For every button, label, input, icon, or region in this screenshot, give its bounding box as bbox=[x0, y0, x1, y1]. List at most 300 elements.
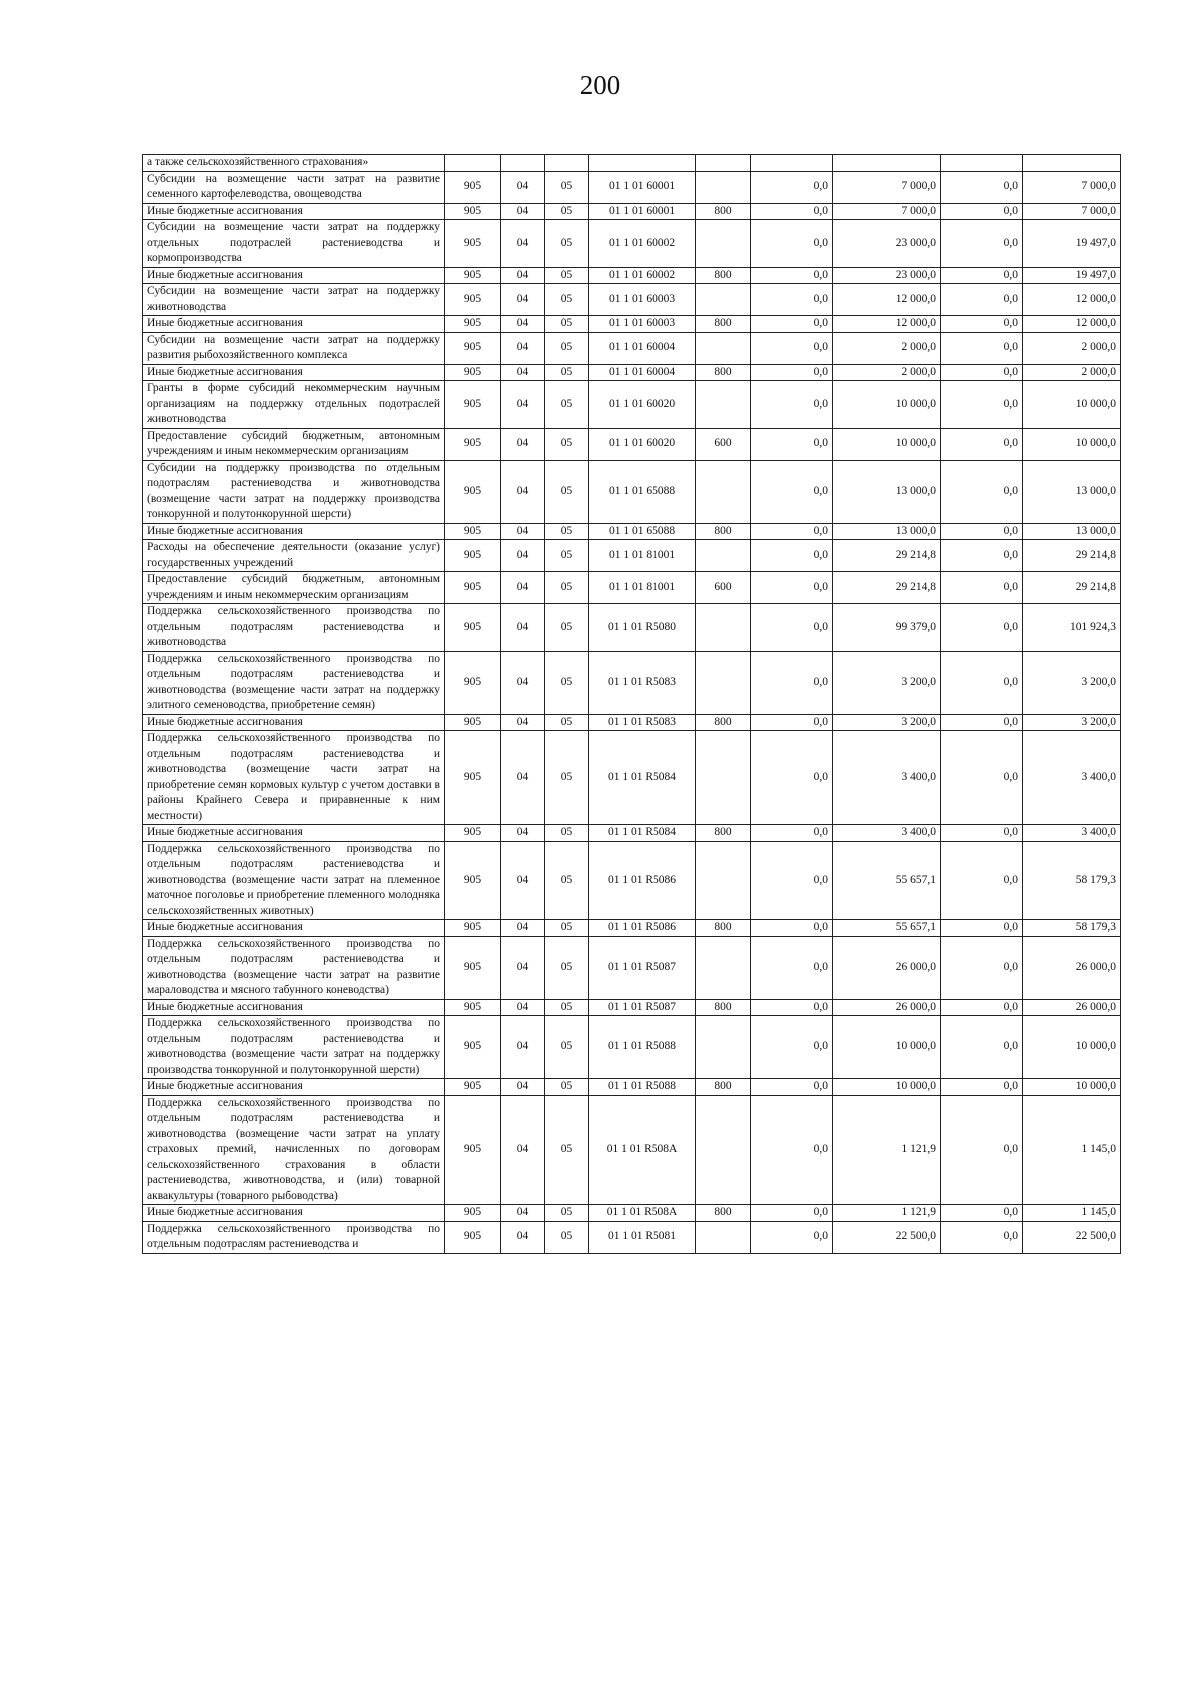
cell-subsection bbox=[545, 155, 589, 172]
cell-ministry: 905 bbox=[445, 920, 501, 937]
row-description: Иные бюджетные ассигнования bbox=[143, 316, 445, 333]
cell-value-1: 0,0 bbox=[751, 203, 833, 220]
row-description: Иные бюджетные ассигнования bbox=[143, 825, 445, 842]
cell-section bbox=[501, 155, 545, 172]
cell-value-4: 29 214,8 bbox=[1023, 540, 1121, 572]
cell-expense-type: 800 bbox=[696, 714, 751, 731]
cell-expense-type bbox=[696, 841, 751, 920]
cell-value-3: 0,0 bbox=[941, 332, 1023, 364]
table-row bbox=[143, 203, 1121, 220]
cell-value-1: 0,0 bbox=[751, 1095, 833, 1205]
cell-subsection: 05 bbox=[545, 203, 589, 220]
cell-ministry: 905 bbox=[445, 999, 501, 1016]
row-description: Поддержка сельскохозяйственного производства по отдельным подотраслям растениеводства и животноводства (возмещение части затрат на уплату страховых премий, начисленных по договорам сельскохозяйственного страхования в области растениеводства, животноводства, и (или) товарной аквакультуры (товарного рыбоводства) bbox=[143, 1095, 445, 1205]
cell-target-article: 01 1 01 R5084 bbox=[589, 731, 696, 825]
table-row bbox=[143, 714, 1121, 731]
cell-value-1: 0,0 bbox=[751, 267, 833, 284]
row-description: Предоставление субсидий бюджетным, автономным учреждениям и иным некоммерческим организациям bbox=[143, 572, 445, 604]
cell-section: 04 bbox=[501, 171, 545, 203]
table-row bbox=[143, 999, 1121, 1016]
cell-value-4: 2 000,0 bbox=[1023, 364, 1121, 381]
cell-value-1: 0,0 bbox=[751, 1205, 833, 1222]
cell-target-article: 01 1 01 60020 bbox=[589, 428, 696, 460]
cell-ministry: 905 bbox=[445, 316, 501, 333]
cell-subsection: 05 bbox=[545, 841, 589, 920]
row-description: Субсидии на возмещение части затрат на поддержку отдельных подотраслей растениеводства и кормопроизводства bbox=[143, 220, 445, 268]
cell-value-3: 0,0 bbox=[941, 428, 1023, 460]
cell-section: 04 bbox=[501, 936, 545, 999]
table-row bbox=[143, 284, 1121, 316]
cell-expense-type bbox=[696, 540, 751, 572]
row-description: Предоставление субсидий бюджетным, автономным учреждениям и иным некоммерческим организациям bbox=[143, 428, 445, 460]
table-row bbox=[143, 220, 1121, 268]
cell-section: 04 bbox=[501, 604, 545, 652]
cell-target-article: 01 1 01 R508A bbox=[589, 1095, 696, 1205]
cell-ministry: 905 bbox=[445, 1095, 501, 1205]
cell-value-3: 0,0 bbox=[941, 1095, 1023, 1205]
table-row bbox=[143, 316, 1121, 333]
cell-value-4: 13 000,0 bbox=[1023, 523, 1121, 540]
cell-target-article: 01 1 01 65088 bbox=[589, 523, 696, 540]
cell-value-3: 0,0 bbox=[941, 381, 1023, 429]
cell-value-1: 0,0 bbox=[751, 332, 833, 364]
row-description: Расходы на обеспечение деятельности (оказание услуг) государственных учреждений bbox=[143, 540, 445, 572]
cell-section: 04 bbox=[501, 203, 545, 220]
cell-value-4 bbox=[1023, 155, 1121, 172]
cell-value-3: 0,0 bbox=[941, 540, 1023, 572]
row-description: Иные бюджетные ассигнования bbox=[143, 203, 445, 220]
cell-expense-type: 600 bbox=[696, 572, 751, 604]
cell-target-article bbox=[589, 155, 696, 172]
cell-target-article: 01 1 01 60001 bbox=[589, 203, 696, 220]
cell-ministry: 905 bbox=[445, 841, 501, 920]
cell-target-article: 01 1 01 65088 bbox=[589, 460, 696, 523]
cell-section: 04 bbox=[501, 316, 545, 333]
cell-value-4: 58 179,3 bbox=[1023, 920, 1121, 937]
cell-ministry: 905 bbox=[445, 1016, 501, 1079]
cell-value-2: 10 000,0 bbox=[833, 1079, 941, 1096]
cell-subsection: 05 bbox=[545, 1205, 589, 1222]
row-description: Субсидии на возмещение части затрат на развитие семенного картофелеводства, овощеводства bbox=[143, 171, 445, 203]
cell-value-1: 0,0 bbox=[751, 1016, 833, 1079]
row-description: Поддержка сельскохозяйственного производства по отдельным подотраслям растениеводства и животноводства (возмещение части затрат на приобретение семян кормовых культур с учетом доставки в районы Крайнего Севера и приравненные к ним местности) bbox=[143, 731, 445, 825]
cell-value-2: 26 000,0 bbox=[833, 999, 941, 1016]
row-description: Иные бюджетные ассигнования bbox=[143, 1079, 445, 1096]
table-row bbox=[143, 332, 1121, 364]
cell-value-1: 0,0 bbox=[751, 284, 833, 316]
cell-target-article: 01 1 01 R5084 bbox=[589, 825, 696, 842]
cell-target-article: 01 1 01 60004 bbox=[589, 364, 696, 381]
budget-sheet bbox=[142, 154, 1121, 1254]
row-description: Субсидии на поддержку производства по отдельным подотраслям растениеводства и животноводства (возмещение части затрат на поддержку производства тонкорунной и полутонкорунной шерсти) bbox=[143, 460, 445, 523]
cell-value-4: 29 214,8 bbox=[1023, 572, 1121, 604]
cell-value-1 bbox=[751, 155, 833, 172]
cell-value-3: 0,0 bbox=[941, 171, 1023, 203]
cell-value-1: 0,0 bbox=[751, 364, 833, 381]
cell-expense-type bbox=[696, 936, 751, 999]
row-description: Иные бюджетные ассигнования bbox=[143, 523, 445, 540]
cell-target-article: 01 1 01 R5086 bbox=[589, 920, 696, 937]
cell-section: 04 bbox=[501, 220, 545, 268]
budget-table bbox=[142, 154, 1121, 1254]
cell-subsection: 05 bbox=[545, 920, 589, 937]
cell-subsection: 05 bbox=[545, 428, 589, 460]
cell-value-3: 0,0 bbox=[941, 267, 1023, 284]
cell-value-1: 0,0 bbox=[751, 651, 833, 714]
cell-ministry: 905 bbox=[445, 1205, 501, 1222]
cell-section: 04 bbox=[501, 332, 545, 364]
cell-value-1: 0,0 bbox=[751, 731, 833, 825]
cell-subsection: 05 bbox=[545, 825, 589, 842]
cell-value-2: 2 000,0 bbox=[833, 332, 941, 364]
cell-subsection: 05 bbox=[545, 714, 589, 731]
cell-target-article: 01 1 01 R5086 bbox=[589, 841, 696, 920]
cell-value-2: 23 000,0 bbox=[833, 220, 941, 268]
cell-ministry: 905 bbox=[445, 1221, 501, 1253]
cell-value-1: 0,0 bbox=[751, 1079, 833, 1096]
cell-target-article: 01 1 01 60002 bbox=[589, 220, 696, 268]
row-description: Поддержка сельскохозяйственного производства по отдельным подотраслям растениеводства и животноводства (возмещение части затрат на поддержку производства тонкорунной и полутонкорунной шерсти) bbox=[143, 1016, 445, 1079]
table-row bbox=[143, 1095, 1121, 1205]
cell-section: 04 bbox=[501, 841, 545, 920]
cell-value-4: 101 924,3 bbox=[1023, 604, 1121, 652]
cell-subsection: 05 bbox=[545, 1079, 589, 1096]
table-row bbox=[143, 604, 1121, 652]
cell-value-4: 3 400,0 bbox=[1023, 731, 1121, 825]
cell-section: 04 bbox=[501, 364, 545, 381]
cell-ministry: 905 bbox=[445, 332, 501, 364]
cell-value-2: 13 000,0 bbox=[833, 523, 941, 540]
cell-expense-type bbox=[696, 460, 751, 523]
cell-expense-type: 600 bbox=[696, 428, 751, 460]
cell-value-1: 0,0 bbox=[751, 171, 833, 203]
cell-value-3: 0,0 bbox=[941, 1221, 1023, 1253]
cell-value-1: 0,0 bbox=[751, 220, 833, 268]
table-body bbox=[143, 155, 1121, 1254]
row-description: Гранты в форме субсидий некоммерческим научным организациям на поддержку отдельных подотраслей животноводства bbox=[143, 381, 445, 429]
table-row bbox=[143, 651, 1121, 714]
cell-subsection: 05 bbox=[545, 332, 589, 364]
cell-value-3: 0,0 bbox=[941, 651, 1023, 714]
cell-ministry: 905 bbox=[445, 428, 501, 460]
cell-section: 04 bbox=[501, 540, 545, 572]
cell-value-4: 10 000,0 bbox=[1023, 428, 1121, 460]
cell-section: 04 bbox=[501, 460, 545, 523]
cell-value-1: 0,0 bbox=[751, 1221, 833, 1253]
table-row bbox=[143, 460, 1121, 523]
cell-expense-type: 800 bbox=[696, 920, 751, 937]
cell-target-article: 01 1 01 81001 bbox=[589, 540, 696, 572]
cell-value-1: 0,0 bbox=[751, 604, 833, 652]
cell-section: 04 bbox=[501, 428, 545, 460]
cell-value-4: 19 497,0 bbox=[1023, 267, 1121, 284]
cell-value-2: 55 657,1 bbox=[833, 841, 941, 920]
table-row bbox=[143, 825, 1121, 842]
cell-section: 04 bbox=[501, 651, 545, 714]
cell-subsection: 05 bbox=[545, 936, 589, 999]
cell-subsection: 05 bbox=[545, 220, 589, 268]
cell-value-3: 0,0 bbox=[941, 999, 1023, 1016]
cell-ministry: 905 bbox=[445, 936, 501, 999]
cell-value-4: 3 200,0 bbox=[1023, 651, 1121, 714]
cell-subsection: 05 bbox=[545, 572, 589, 604]
cell-section: 04 bbox=[501, 1016, 545, 1079]
cell-section: 04 bbox=[501, 1095, 545, 1205]
cell-ministry: 905 bbox=[445, 1079, 501, 1096]
cell-value-4: 26 000,0 bbox=[1023, 999, 1121, 1016]
cell-ministry: 905 bbox=[445, 604, 501, 652]
cell-value-2: 12 000,0 bbox=[833, 316, 941, 333]
cell-value-4: 7 000,0 bbox=[1023, 171, 1121, 203]
cell-value-4: 3 200,0 bbox=[1023, 714, 1121, 731]
cell-subsection: 05 bbox=[545, 316, 589, 333]
cell-ministry: 905 bbox=[445, 220, 501, 268]
cell-subsection: 05 bbox=[545, 731, 589, 825]
row-description: Иные бюджетные ассигнования bbox=[143, 999, 445, 1016]
cell-value-4: 19 497,0 bbox=[1023, 220, 1121, 268]
cell-value-2: 29 214,8 bbox=[833, 572, 941, 604]
cell-section: 04 bbox=[501, 523, 545, 540]
table-row bbox=[143, 841, 1121, 920]
cell-ministry: 905 bbox=[445, 825, 501, 842]
cell-subsection: 05 bbox=[545, 540, 589, 572]
cell-expense-type: 800 bbox=[696, 267, 751, 284]
cell-value-2: 22 500,0 bbox=[833, 1221, 941, 1253]
row-description: Субсидии на возмещение части затрат на поддержку развития рыбохозяйственного комплекса bbox=[143, 332, 445, 364]
cell-value-2: 12 000,0 bbox=[833, 284, 941, 316]
cell-value-1: 0,0 bbox=[751, 428, 833, 460]
cell-section: 04 bbox=[501, 1205, 545, 1222]
row-description: Поддержка сельскохозяйственного производства по отдельным подотраслям растениеводства и животноводства (возмещение части затрат на племенное маточное поголовье и приобретение племенного молодняка сельскохозяйственных животных) bbox=[143, 841, 445, 920]
cell-value-4: 58 179,3 bbox=[1023, 841, 1121, 920]
cell-section: 04 bbox=[501, 1221, 545, 1253]
cell-value-1: 0,0 bbox=[751, 920, 833, 937]
cell-value-1: 0,0 bbox=[751, 999, 833, 1016]
cell-subsection: 05 bbox=[545, 523, 589, 540]
cell-section: 04 bbox=[501, 825, 545, 842]
cell-target-article: 01 1 01 81001 bbox=[589, 572, 696, 604]
cell-value-1: 0,0 bbox=[751, 841, 833, 920]
cell-value-2: 1 121,9 bbox=[833, 1095, 941, 1205]
cell-subsection: 05 bbox=[545, 364, 589, 381]
cell-value-3: 0,0 bbox=[941, 1205, 1023, 1222]
row-description: Иные бюджетные ассигнования bbox=[143, 920, 445, 937]
cell-value-3: 0,0 bbox=[941, 1016, 1023, 1079]
cell-expense-type bbox=[696, 604, 751, 652]
table-row bbox=[143, 920, 1121, 937]
cell-value-3: 0,0 bbox=[941, 731, 1023, 825]
cell-expense-type bbox=[696, 284, 751, 316]
cell-value-3: 0,0 bbox=[941, 841, 1023, 920]
table-row bbox=[143, 936, 1121, 999]
cell-target-article: 01 1 01 60001 bbox=[589, 171, 696, 203]
cell-value-3: 0,0 bbox=[941, 936, 1023, 999]
cell-subsection: 05 bbox=[545, 999, 589, 1016]
cell-value-2: 3 400,0 bbox=[833, 825, 941, 842]
cell-value-2: 23 000,0 bbox=[833, 267, 941, 284]
cell-expense-type: 800 bbox=[696, 523, 751, 540]
cell-value-2: 99 379,0 bbox=[833, 604, 941, 652]
cell-subsection: 05 bbox=[545, 1095, 589, 1205]
cell-section: 04 bbox=[501, 714, 545, 731]
page-number: 200 bbox=[579, 70, 621, 100]
cell-value-2 bbox=[833, 155, 941, 172]
cell-subsection: 05 bbox=[545, 381, 589, 429]
cell-value-4: 1 145,0 bbox=[1023, 1095, 1121, 1205]
row-description: Поддержка сельскохозяйственного производства по отдельным подотраслям растениеводства и животноводства (возмещение части затрат на поддержку элитного семеноводства, приобретение семян) bbox=[143, 651, 445, 714]
cell-value-2: 2 000,0 bbox=[833, 364, 941, 381]
cell-value-2: 3 400,0 bbox=[833, 731, 941, 825]
cell-value-1: 0,0 bbox=[751, 825, 833, 842]
cell-target-article: 01 1 01 R5087 bbox=[589, 999, 696, 1016]
cell-value-4: 7 000,0 bbox=[1023, 203, 1121, 220]
table-row bbox=[143, 428, 1121, 460]
row-description: Иные бюджетные ассигнования bbox=[143, 267, 445, 284]
cell-expense-type: 800 bbox=[696, 364, 751, 381]
cell-value-4: 13 000,0 bbox=[1023, 460, 1121, 523]
cell-value-1: 0,0 bbox=[751, 714, 833, 731]
cell-value-3: 0,0 bbox=[941, 364, 1023, 381]
cell-value-4: 3 400,0 bbox=[1023, 825, 1121, 842]
cell-value-2: 10 000,0 bbox=[833, 381, 941, 429]
cell-expense-type: 800 bbox=[696, 825, 751, 842]
cell-value-2: 1 121,9 bbox=[833, 1205, 941, 1222]
cell-value-3 bbox=[941, 155, 1023, 172]
cell-value-4: 2 000,0 bbox=[1023, 332, 1121, 364]
cell-expense-type bbox=[696, 381, 751, 429]
cell-target-article: 01 1 01 60002 bbox=[589, 267, 696, 284]
cell-target-article: 01 1 01 R508A bbox=[589, 1205, 696, 1222]
table-row-carry-over bbox=[143, 155, 1121, 172]
cell-expense-type bbox=[696, 651, 751, 714]
cell-value-3: 0,0 bbox=[941, 825, 1023, 842]
cell-value-2: 26 000,0 bbox=[833, 936, 941, 999]
cell-ministry: 905 bbox=[445, 364, 501, 381]
row-description: Поддержка сельскохозяйственного производства по отдельным подотраслям растениеводства и животноводства bbox=[143, 604, 445, 652]
cell-value-4: 1 145,0 bbox=[1023, 1205, 1121, 1222]
cell-target-article: 01 1 01 R5088 bbox=[589, 1016, 696, 1079]
cell-target-article: 01 1 01 R5083 bbox=[589, 651, 696, 714]
cell-value-1: 0,0 bbox=[751, 572, 833, 604]
table-row bbox=[143, 1221, 1121, 1253]
cell-expense-type bbox=[696, 155, 751, 172]
table-row bbox=[143, 267, 1121, 284]
cell-subsection: 05 bbox=[545, 651, 589, 714]
cell-expense-type: 800 bbox=[696, 1205, 751, 1222]
table-row bbox=[143, 381, 1121, 429]
row-description: Субсидии на возмещение части затрат на поддержку животноводства bbox=[143, 284, 445, 316]
cell-target-article: 01 1 01 60003 bbox=[589, 316, 696, 333]
table-row bbox=[143, 523, 1121, 540]
cell-value-3: 0,0 bbox=[941, 920, 1023, 937]
cell-target-article: 01 1 01 60020 bbox=[589, 381, 696, 429]
cell-expense-type bbox=[696, 171, 751, 203]
cell-value-3: 0,0 bbox=[941, 316, 1023, 333]
cell-target-article: 01 1 01 60003 bbox=[589, 284, 696, 316]
cell-ministry: 905 bbox=[445, 203, 501, 220]
cell-value-3: 0,0 bbox=[941, 1079, 1023, 1096]
cell-value-2: 13 000,0 bbox=[833, 460, 941, 523]
row-description: Иные бюджетные ассигнования bbox=[143, 1205, 445, 1222]
cell-ministry: 905 bbox=[445, 381, 501, 429]
row-description: а также сельскохозяйственного страхования» bbox=[143, 155, 445, 172]
cell-subsection: 05 bbox=[545, 1221, 589, 1253]
cell-value-2: 3 200,0 bbox=[833, 714, 941, 731]
cell-value-4: 12 000,0 bbox=[1023, 316, 1121, 333]
cell-ministry: 905 bbox=[445, 171, 501, 203]
cell-value-2: 10 000,0 bbox=[833, 428, 941, 460]
cell-value-4: 10 000,0 bbox=[1023, 1079, 1121, 1096]
cell-value-4: 10 000,0 bbox=[1023, 1016, 1121, 1079]
row-description: Поддержка сельскохозяйственного производства по отдельным подотраслям растениеводства и bbox=[143, 1221, 445, 1253]
cell-subsection: 05 bbox=[545, 284, 589, 316]
cell-expense-type: 800 bbox=[696, 316, 751, 333]
cell-ministry bbox=[445, 155, 501, 172]
cell-value-3: 0,0 bbox=[941, 220, 1023, 268]
cell-ministry: 905 bbox=[445, 714, 501, 731]
table-row bbox=[143, 1205, 1121, 1222]
row-description: Поддержка сельскохозяйственного производства по отдельным подотраслям растениеводства и животноводства (возмещение части затрат на развитие мараловодства и мясного табунного коневодства) bbox=[143, 936, 445, 999]
cell-expense-type: 800 bbox=[696, 1079, 751, 1096]
row-description: Иные бюджетные ассигнования bbox=[143, 364, 445, 381]
cell-section: 04 bbox=[501, 381, 545, 429]
cell-value-4: 26 000,0 bbox=[1023, 936, 1121, 999]
cell-expense-type bbox=[696, 332, 751, 364]
cell-value-1: 0,0 bbox=[751, 540, 833, 572]
cell-value-2: 3 200,0 bbox=[833, 651, 941, 714]
cell-section: 04 bbox=[501, 920, 545, 937]
cell-expense-type: 800 bbox=[696, 203, 751, 220]
cell-ministry: 905 bbox=[445, 651, 501, 714]
cell-expense-type bbox=[696, 731, 751, 825]
cell-value-4: 10 000,0 bbox=[1023, 381, 1121, 429]
cell-expense-type bbox=[696, 220, 751, 268]
cell-ministry: 905 bbox=[445, 523, 501, 540]
table-row bbox=[143, 731, 1121, 825]
cell-subsection: 05 bbox=[545, 604, 589, 652]
cell-value-1: 0,0 bbox=[751, 936, 833, 999]
cell-value-3: 0,0 bbox=[941, 604, 1023, 652]
cell-value-3: 0,0 bbox=[941, 572, 1023, 604]
cell-expense-type bbox=[696, 1095, 751, 1205]
cell-section: 04 bbox=[501, 572, 545, 604]
cell-target-article: 01 1 01 R5088 bbox=[589, 1079, 696, 1096]
cell-subsection: 05 bbox=[545, 267, 589, 284]
row-description: Иные бюджетные ассигнования bbox=[143, 714, 445, 731]
cell-section: 04 bbox=[501, 731, 545, 825]
cell-section: 04 bbox=[501, 284, 545, 316]
table-row bbox=[143, 572, 1121, 604]
cell-target-article: 01 1 01 R5087 bbox=[589, 936, 696, 999]
cell-value-2: 29 214,8 bbox=[833, 540, 941, 572]
cell-value-3: 0,0 bbox=[941, 203, 1023, 220]
cell-value-1: 0,0 bbox=[751, 316, 833, 333]
cell-expense-type: 800 bbox=[696, 999, 751, 1016]
cell-expense-type bbox=[696, 1016, 751, 1079]
cell-section: 04 bbox=[501, 1079, 545, 1096]
cell-target-article: 01 1 01 R5080 bbox=[589, 604, 696, 652]
cell-value-2: 7 000,0 bbox=[833, 171, 941, 203]
cell-value-4: 22 500,0 bbox=[1023, 1221, 1121, 1253]
cell-target-article: 01 1 01 60004 bbox=[589, 332, 696, 364]
cell-value-4: 12 000,0 bbox=[1023, 284, 1121, 316]
cell-value-2: 7 000,0 bbox=[833, 203, 941, 220]
cell-value-3: 0,0 bbox=[941, 714, 1023, 731]
cell-value-1: 0,0 bbox=[751, 460, 833, 523]
table-row bbox=[143, 1016, 1121, 1079]
cell-ministry: 905 bbox=[445, 540, 501, 572]
table-row bbox=[143, 171, 1121, 203]
